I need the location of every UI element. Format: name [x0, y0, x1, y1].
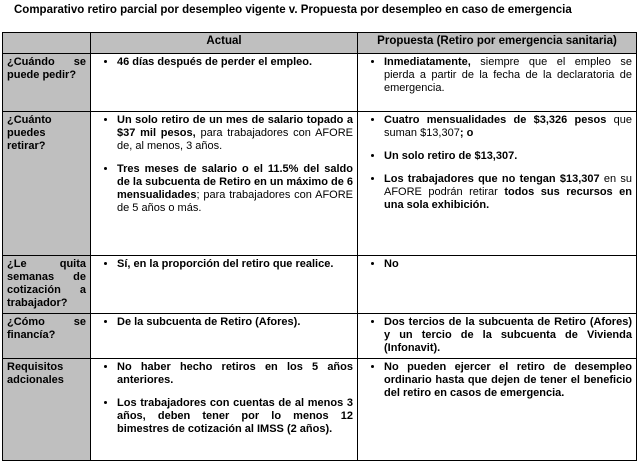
row-question: ¿Cuánto puedes retirar? — [3, 112, 91, 256]
header-row — [3, 33, 637, 54]
propuesta-cell — [358, 112, 637, 256]
actual-cell — [91, 256, 358, 314]
row-question: ¿Cuándo se puede pedir? — [3, 54, 91, 112]
table-row — [3, 112, 637, 256]
list-item: • Un solo retiro de un mes de salario topado a $37 mil pesos, para trabajadores con AFORE de, al menos, 3 años. — [117, 114, 353, 153]
list-item: • Los trabajadores que no tengan $13,307 en su AFORE podrán retirar todos sus recursos en una sola exhibición. — [384, 173, 632, 212]
list-item: • Los trabajadores con cuentas de al menos 3 años, deben tener por lo menos 12 bimestres de cotización al IMSS (2 años). — [117, 397, 353, 436]
row-question: ¿Le quita semanas de cotización a trabajador? — [3, 256, 91, 314]
list-item: • Tres meses de salario o el 11.5% del saldo de la subcuenta de Retiro en un máximo de 6 mensualidades; para trabajadores con AFORE de 5 años o más. — [117, 163, 353, 215]
list-item: • No haber hecho retiros en los 5 años anteriores. — [117, 361, 353, 387]
document-title: Comparativo retiro parcial por desempleo vigente v. Propuesta por desempleo en caso de emergencia — [14, 4, 572, 16]
propuesta-cell — [358, 314, 637, 359]
actual-cell — [91, 112, 358, 256]
comparison-table — [2, 32, 637, 461]
header-actual: Actual — [91, 33, 358, 54]
list-item: • Sí, en la proporción del retiro que realice. — [117, 258, 353, 271]
table-row — [3, 256, 637, 314]
row-question: Requisitos adcionales — [3, 359, 91, 461]
list-item: • Inmediatamente, siempre que el empleo se pierda a partir de la fecha de la declaratoria de emergencia. — [384, 56, 632, 95]
list-item: • 46 días después de perder el empleo. — [117, 56, 353, 69]
list-item: • De la subcuenta de Retiro (Afores). — [117, 316, 353, 329]
actual-cell — [91, 359, 358, 461]
table-row — [3, 314, 637, 359]
propuesta-cell — [358, 54, 637, 112]
row-question: ¿Cómo se financía? — [3, 314, 91, 359]
header-blank — [3, 33, 91, 54]
propuesta-cell — [358, 256, 637, 314]
list-item: • No — [384, 258, 632, 271]
table-row — [3, 54, 637, 112]
list-item: • Dos tercios de la subcuenta de Retiro (Afores) y un tercio de la subcuenta de Vivienda (Infonavit). — [384, 316, 632, 355]
list-item: • Un solo retiro de $13,307. — [384, 150, 632, 163]
actual-cell — [91, 314, 358, 359]
list-item: • No pueden ejercer el retiro de desempleo ordinario hasta que dejen de tener el beneficio del retiro en casos de emergencia. — [384, 361, 632, 400]
header-propuesta: Propuesta (Retiro por emergencia sanitaria) — [358, 33, 637, 54]
list-item: • Cuatro mensualidades de $3,326 pesos que suman $13,307; o — [384, 114, 632, 140]
table-row — [3, 359, 637, 461]
actual-cell — [91, 54, 358, 112]
propuesta-cell — [358, 359, 637, 461]
